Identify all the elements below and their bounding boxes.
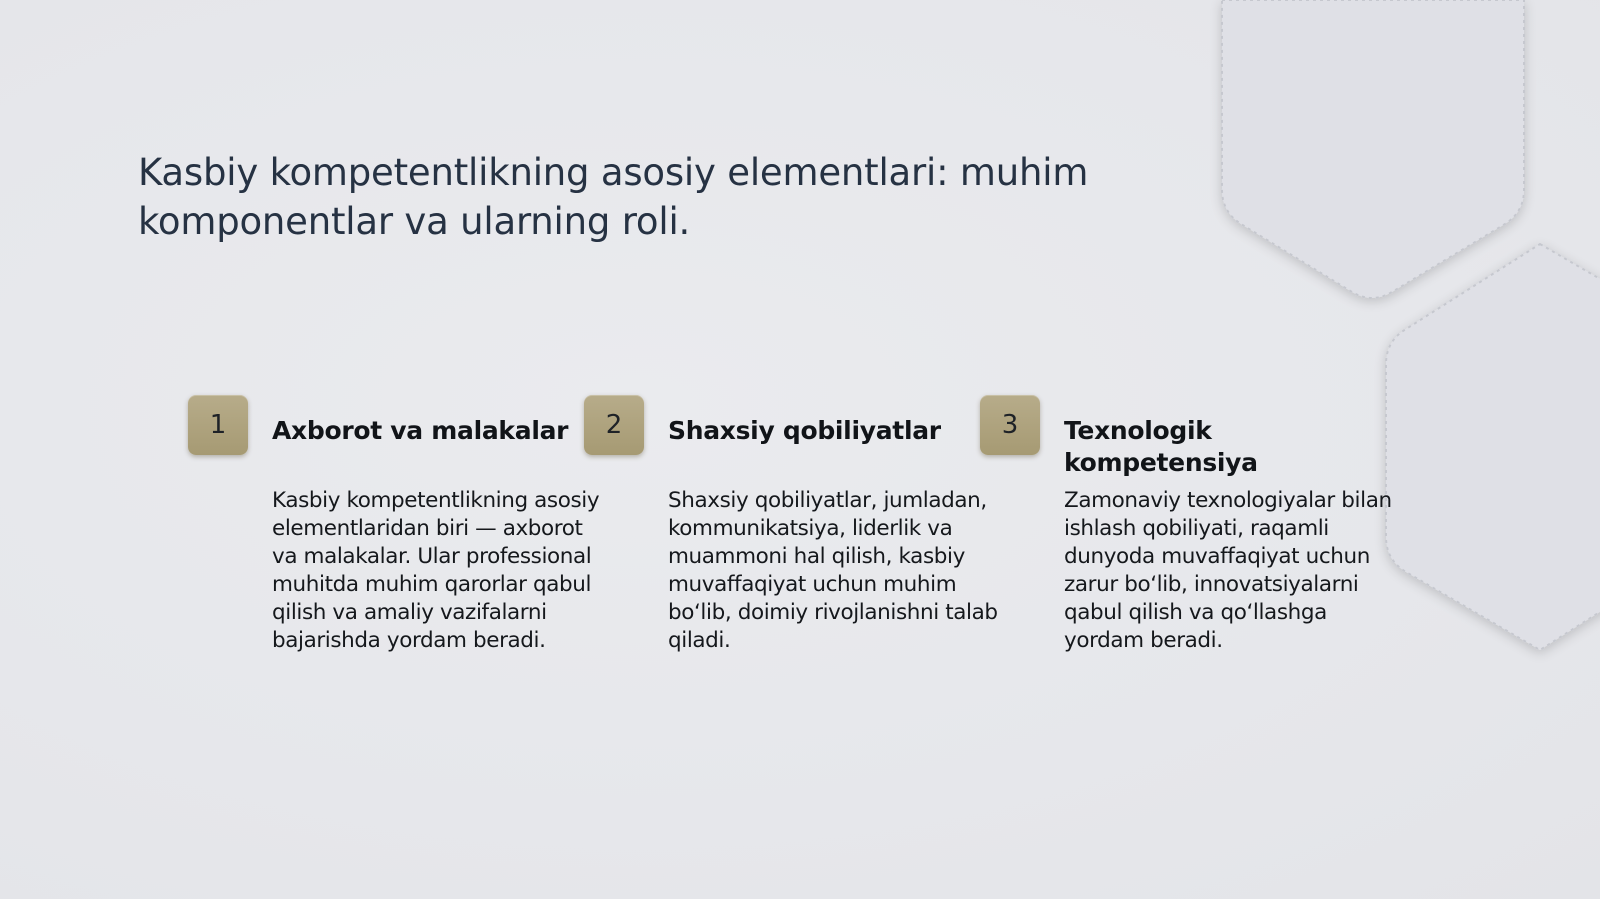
- number-badge: 2: [584, 395, 644, 455]
- feature-description: Zamonaviy texnologiyalar bilan ishlash qobiliyati, raqamli dunyoda muvaffaqiyat uchun zarur bo‘lib, innovatsiyalarni qabul qilish va qo‘llashga yordam beradi.: [1064, 488, 1392, 653]
- number-badge: 1: [188, 395, 248, 455]
- feature-description: Kasbiy kompetentlikning asosiy elementlaridan biri — axborot va malakalar. Ular professional muhitda muhim qarorlar qabul qilish va amaliy vazifalarni bajarishda yordam beradi.: [272, 488, 600, 653]
- feature-card-2: [584, 395, 998, 695]
- hexagon-shape-top: [1222, 0, 1524, 298]
- feature-heading: Texnologik kompetensiya: [1064, 416, 1258, 477]
- feature-card-3: [980, 395, 1392, 695]
- feature-heading: Shaxsiy qobiliyatlar: [668, 416, 941, 445]
- slide-title: Kasbiy kompetentlikning asosiy elementlari: muhim komponentlar va ularning roli.: [138, 151, 1089, 243]
- feature-card-1: [188, 395, 600, 695]
- feature-description: Shaxsiy qobiliyatlar, jumladan, kommunikatsiya, liderlik va muammoni hal qilish, kasbiy muvaffaqiyat uchun muhim bo‘lib, doimiy rivojlanishni talab qiladi.: [668, 488, 998, 653]
- hexagon-shape-right: [1386, 244, 1600, 650]
- number-badge: 3: [980, 395, 1040, 455]
- feature-heading: Axborot va malakalar: [272, 416, 569, 445]
